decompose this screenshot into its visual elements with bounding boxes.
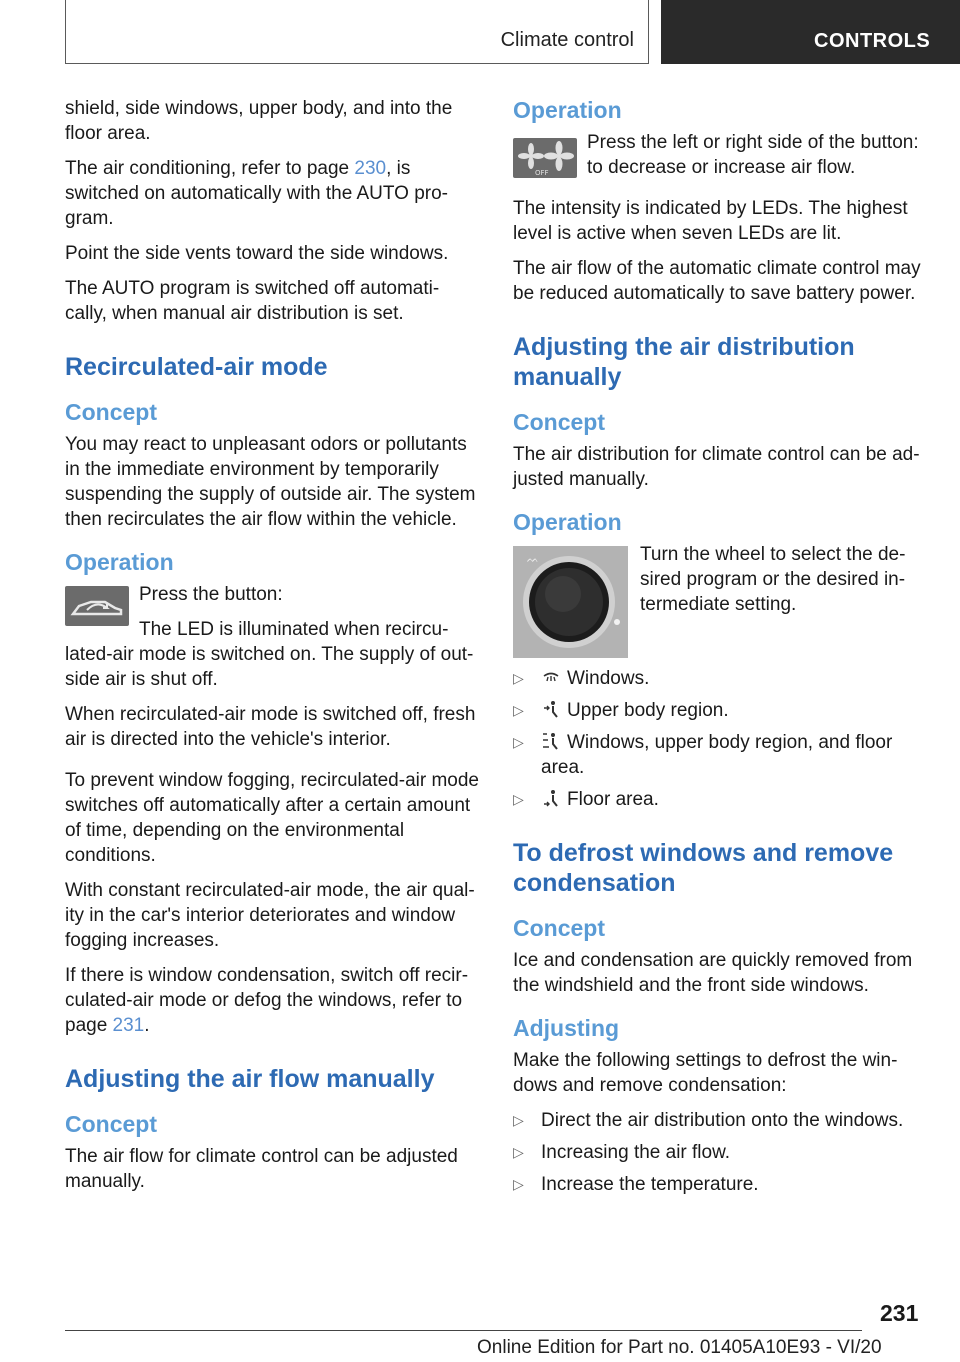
upper-body-icon (541, 699, 561, 719)
distribution-wheel-row (513, 542, 928, 666)
subsection-heading: Operation (513, 97, 622, 123)
bullet-icon: ▷ (513, 1112, 524, 1128)
rotary-wheel-icon (513, 546, 628, 658)
paragraph: Make the following settings to defrost the win-dows and remove condensation: (513, 1050, 898, 1096)
paragraph: The air flow of the automatic climate control may be reduced automatically to save battery power. (513, 258, 921, 304)
paragraph (65, 963, 480, 1038)
list-item-text: Floor area. (567, 789, 659, 810)
subsection-heading: Concept (65, 399, 157, 425)
paragraph (65, 156, 480, 231)
text-run: If there is window condensation, switch off recir-culated-air mode or defog the windows, refer to page (65, 965, 469, 1036)
subsection-heading: Operation (65, 549, 174, 575)
fan-off-label: OFF (535, 169, 549, 177)
page-number: 231 (880, 1300, 919, 1326)
list-item (513, 1108, 928, 1133)
right-column (513, 96, 928, 1207)
subsection-heading: Adjusting (513, 1015, 620, 1041)
header-section-box (65, 0, 649, 64)
paragraph: shield, side windows, upper body, and into the floor area. (65, 98, 453, 144)
text-run: The air conditioning, refer to page (65, 158, 355, 179)
page-link-231[interactable]: 231 (112, 1015, 145, 1036)
paragraph: The air distribution for climate control can be ad-justed manually. (513, 444, 920, 490)
paragraph: To prevent window fogging, recirculated-air mode switches off automatically after a certain amount of time, depending on the environmental conditions. (65, 770, 479, 866)
paragraph: You may react to unpleasant odors or pollutants in the immediate environment by temporarily suspending the supply of outside air. The system then recirculates the air flow within the vehicle. (65, 434, 476, 530)
header-chapter-title: CONTROLS (814, 30, 931, 52)
paragraph: Press the button: (139, 584, 283, 605)
fan-icon (513, 138, 577, 178)
list-item-text: Windows. (567, 668, 650, 689)
section-heading: Recirculated-air mode (65, 353, 328, 381)
paragraph: The air flow for climate control can be adjusted manually. (65, 1146, 458, 1192)
section-heading: Adjusting the air distribution manually (513, 333, 855, 391)
paragraph: lated-air mode is switched on. The supply of out-side air is shut off. (65, 644, 474, 690)
list-item-text: Upper body region. (567, 700, 729, 721)
subsection-heading: Operation (513, 509, 622, 535)
windshield-icon (541, 667, 561, 687)
paragraph: Point the side vents toward the side windows. (65, 243, 449, 264)
bullet-icon: ▷ (513, 670, 524, 686)
paragraph: The LED is illuminated when recircu- (139, 619, 449, 640)
list-item (513, 666, 928, 691)
list-item-text: Windows, upper body region, and floor area. (541, 732, 893, 778)
subsection-heading: Concept (513, 915, 605, 941)
left-column (65, 96, 480, 1204)
list-item (513, 1140, 928, 1165)
text-run: . (144, 1015, 150, 1036)
subsection-heading: Concept (513, 409, 605, 435)
recirculation-button-image (65, 586, 129, 626)
section-heading: Adjusting the air flow manually (65, 1065, 435, 1093)
bullet-icon: ▷ (513, 791, 524, 807)
fan-button-row (513, 130, 928, 186)
floor-icon (541, 788, 561, 808)
paragraph: Ice and condensation are quickly removed from the windshield and the front side windows. (513, 950, 913, 996)
list-item-text: Direct the air distribution onto the windows. (541, 1110, 904, 1131)
page-link-230[interactable]: 230 (354, 158, 387, 179)
bullet-icon: ▷ (513, 734, 524, 750)
header-chapter-tab (661, 0, 960, 64)
svg-text:ᨓ: ᨓ (527, 554, 539, 565)
list-item-text: Increasing the air flow. (541, 1142, 731, 1163)
all-zones-icon (541, 731, 561, 751)
list-item (513, 730, 928, 780)
list-item-text: Increase the temperature. (541, 1174, 759, 1195)
list-item (513, 1172, 928, 1197)
paragraph: When recirculated-air mode is switched off, fresh air is directed into the vehicle's interior. (65, 704, 476, 750)
recirculation-icon (65, 586, 129, 626)
paragraph: The intensity is indicated by LEDs. The highest level is active when seven LEDs are lit. (513, 198, 908, 244)
paragraph: Press the left or right side of the button: to decrease or increase air flow. (587, 132, 919, 178)
text-run: , is switched on automatically with the AUTO pro-gram. (65, 158, 448, 229)
fan-button-image (513, 138, 577, 178)
bullet-icon: ▷ (513, 702, 524, 718)
footer-divider (65, 1330, 862, 1331)
section-heading: To defrost windows and remove condensation (513, 839, 894, 897)
list-item (513, 698, 928, 723)
recirculation-button-row (65, 582, 480, 642)
bullet-icon: ▷ (513, 1176, 524, 1192)
list-item (513, 787, 928, 812)
header-section-title: Climate control (500, 29, 634, 51)
distribution-list (513, 666, 928, 812)
bullet-icon: ▷ (513, 1144, 524, 1160)
footer-edition: Online Edition for Part no. 01405A10E93 - VI/20 (477, 1337, 882, 1358)
paragraph: The AUTO program is switched off automati-cally, when manual air distribution is set. (65, 278, 440, 324)
paragraph: With constant recirculated-air mode, the air qual-ity in the car's interior deteriorates and window fogging increases. (65, 880, 475, 951)
subsection-heading: Concept (65, 1111, 157, 1137)
adjust-list (513, 1108, 928, 1197)
paragraph: Turn the wheel to select the de-sired program or the desired in-termediate setting. (640, 544, 906, 615)
distribution-wheel-image (513, 546, 628, 658)
